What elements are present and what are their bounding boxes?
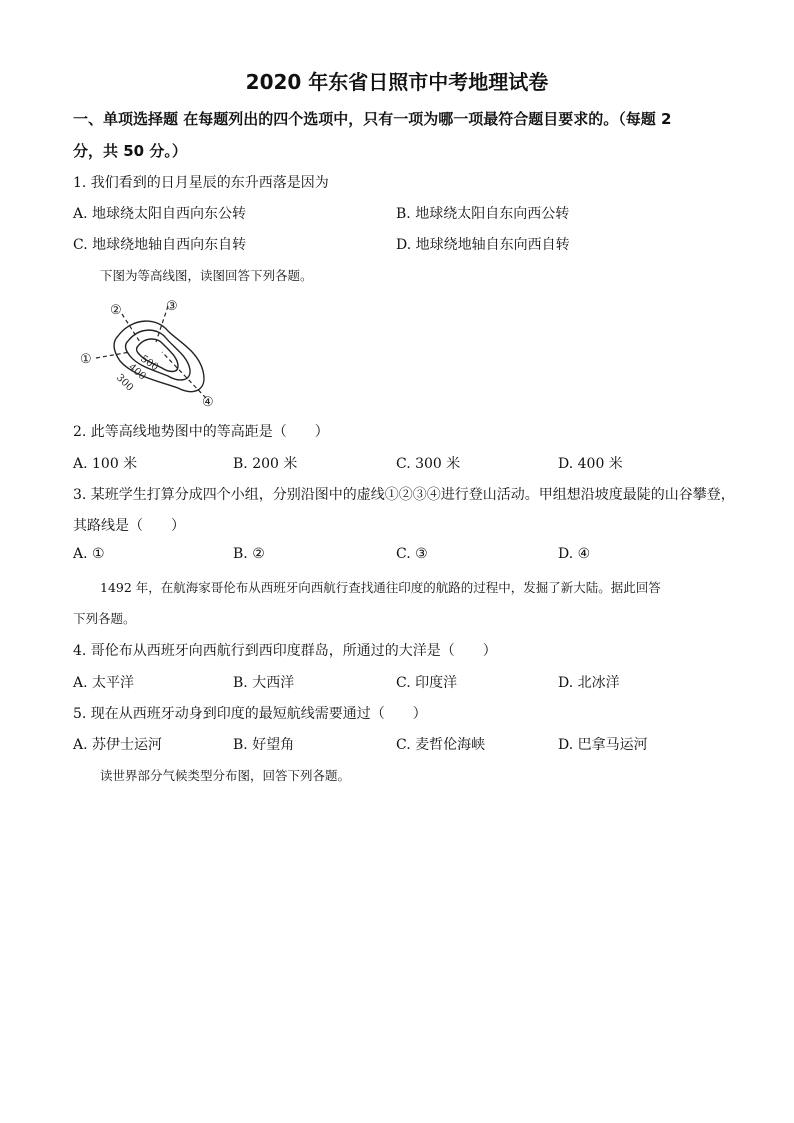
columbus-intro-line2: 下列各题。 bbox=[73, 611, 136, 626]
q4-option-a[interactable]: A. 太平洋 bbox=[73, 675, 135, 691]
q4-option-c[interactable]: C. 印度洋 bbox=[396, 675, 458, 691]
q3-option-d[interactable]: D. ④ bbox=[558, 546, 591, 562]
section-heading-line2: 分，共 50 分。） bbox=[73, 142, 187, 160]
question-2: 2. 此等高线地势图中的等高距是（ ） bbox=[73, 424, 329, 440]
q1-option-d[interactable]: D. 地球绕地轴自东向西自转 bbox=[396, 237, 570, 253]
q5-option-a[interactable]: A. 苏伊士运河 bbox=[73, 737, 163, 753]
elevation-400: 400 bbox=[126, 361, 148, 383]
q2-option-b[interactable]: B. 200 米 bbox=[233, 456, 298, 472]
question-1: 1. 我们看到的日月星辰的东升西落是因为 bbox=[73, 175, 329, 191]
question-3-line1: 3. 某班学生打算分成四个小组，分别沿图中的虚线①②③④进行登山活动。甲组想沿坡度最陡的山谷攀登， bbox=[73, 487, 735, 503]
question-5: 5. 现在从西班牙动身到印度的最短航线需要通过（ ） bbox=[73, 706, 427, 722]
climate-intro: 读世界部分气候类型分布图，回答下列各题。 bbox=[100, 768, 351, 783]
q4-option-b[interactable]: B. 大西洋 bbox=[233, 675, 295, 691]
q2-option-d[interactable]: D. 400 米 bbox=[558, 456, 623, 472]
q5-option-d[interactable]: D. 巴拿马运河 bbox=[558, 737, 648, 753]
q1-option-b[interactable]: B. 地球绕太阳自东向西公转 bbox=[396, 206, 570, 222]
route-label-2: ② bbox=[110, 303, 122, 318]
q4-option-d[interactable]: D. 北冰洋 bbox=[558, 675, 620, 691]
q3-option-a[interactable]: A. ① bbox=[73, 546, 105, 562]
route-label-3: ③ bbox=[166, 299, 178, 314]
elevation-500: 500 bbox=[138, 353, 161, 374]
q3-option-c[interactable]: C. ③ bbox=[396, 546, 428, 562]
page-title: 2020 年东省日照市中考地理试卷 bbox=[245, 70, 549, 94]
q5-option-b[interactable]: B. 好望角 bbox=[233, 737, 295, 753]
q1-option-c[interactable]: C. 地球绕地轴自西向东自转 bbox=[73, 237, 247, 253]
q2-option-c[interactable]: C. 300 米 bbox=[396, 456, 461, 472]
columbus-intro-line1: 1492 年，在航海家哥伦布从西班牙向西航行查找通往印度的航路的过程中，发掘了新大陆。据此回答 bbox=[100, 580, 661, 595]
q3-option-b[interactable]: B. ② bbox=[233, 546, 265, 562]
question-4: 4. 哥伦布从西班牙向西航行到西印度群岛，所通过的大洋是（ ） bbox=[73, 643, 497, 659]
q1-option-a[interactable]: A. 地球绕太阳自西向东公转 bbox=[73, 206, 247, 222]
elevation-300: 300 bbox=[113, 372, 136, 394]
section-heading-line1: 一、单项选择题 在每题列出的四个选项中，只有一项为哪一项最符合题目要求的。（每题 2 bbox=[73, 110, 672, 128]
route-label-4: ④ bbox=[202, 395, 214, 408]
question-3-line2: 其路线是（ ） bbox=[73, 518, 185, 534]
q2-option-a[interactable]: A. 100 米 bbox=[73, 456, 138, 472]
q5-option-c[interactable]: C. 麦哲伦海峡 bbox=[396, 737, 486, 753]
contour-intro: 下图为等高线图，读图回答下列各题。 bbox=[100, 268, 313, 283]
route-label-1: ① bbox=[80, 352, 92, 367]
contour-map bbox=[78, 296, 228, 408]
